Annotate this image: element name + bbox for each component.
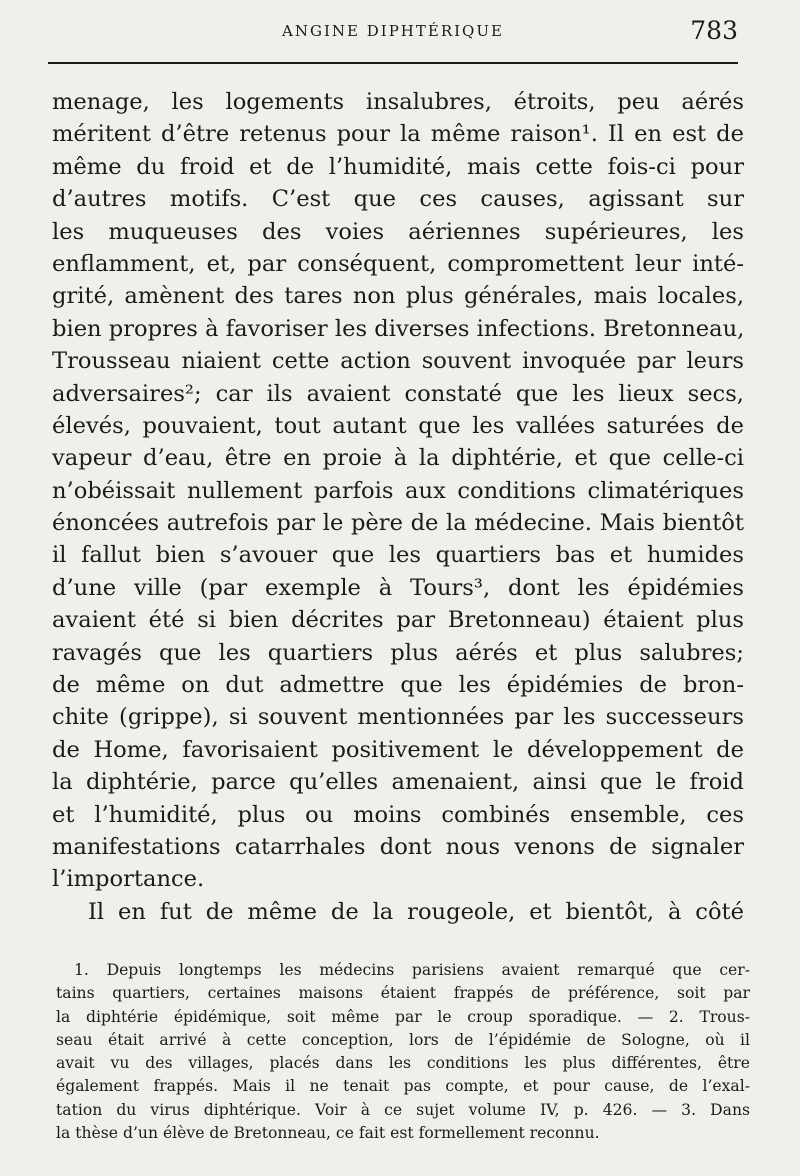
body-line: vapeur d’eau, être en proie à la diphtérie, et que celle-ci bbox=[52, 445, 744, 472]
body-line: adversaires²; car ils avaient constaté que les lieux secs, bbox=[52, 380, 744, 407]
body-line: élevés, pouvaient, tout autant que les vallées saturées de bbox=[52, 412, 744, 439]
body-line: l’importance. bbox=[52, 866, 205, 893]
body-line: bien propres à favoriser les diverses infections. Bretonneau, bbox=[52, 315, 745, 342]
body-line: n’obéissait nullement parfois aux conditions climatériques bbox=[52, 477, 744, 504]
body-text bbox=[52, 86, 744, 928]
body-line: Il en fut de même de la rougeole, et bientôt, à côté bbox=[88, 898, 744, 925]
footnote-line: également frappés. Mais il ne tenait pas compte, et pour cause, de l’exal- bbox=[56, 1077, 750, 1096]
body-line: d’une ville (par exemple à Tours³, dont les épidémies bbox=[52, 574, 744, 601]
footnote-line: la diphtérie épidémique, soit même par le croup sporadique. — 2. Trous- bbox=[56, 1007, 750, 1026]
body-line: énoncées autrefois par le père de la médecine. Mais bientôt bbox=[52, 510, 744, 537]
body-line: d’autres motifs. C’est que ces causes, agissant sur bbox=[52, 186, 744, 213]
body-line: les muqueuses des voies aériennes supérieures, les bbox=[52, 218, 744, 245]
body-line: de Home, favorisaient positivement le développement de bbox=[52, 736, 744, 763]
footnote-line: la thèse d’un élève de Bretonneau, ce fait est formellement reconnu. bbox=[56, 1124, 600, 1143]
running-title: ANGINE DIPHTÉRIQUE bbox=[282, 22, 504, 40]
body-line: menage, les logements insalubres, étroits, peu aérés bbox=[52, 89, 744, 115]
footnote-line: tains quartiers, certaines maisons étaient frappés de préférence, soit par bbox=[56, 984, 750, 1003]
footnote-line: tation du virus diphtérique. Voir à ce sujet volume IV, p. 426. — 3. Dans bbox=[56, 1100, 750, 1119]
body-line: même du froid et de l’humidité, mais cette fois-ci pour bbox=[52, 153, 744, 180]
footnotes bbox=[56, 959, 750, 1145]
body-line: grité, amènent des tares non plus générales, mais locales, bbox=[52, 283, 744, 310]
body-line: Trousseau niaient cette action souvent invoquée par leurs bbox=[52, 348, 744, 375]
header-rule bbox=[48, 62, 738, 64]
body-line: enflamment, et, par conséquent, compromettent leur inté- bbox=[52, 250, 744, 277]
body-line: il fallut bien s’avouer que les quartiers bas et humides bbox=[52, 542, 744, 569]
body-line: et l’humidité, plus ou moins combinés ensemble, ces bbox=[52, 801, 744, 828]
page-number: 783 bbox=[690, 16, 738, 45]
body-line: chite (grippe), si souvent mentionnées par les successeurs bbox=[52, 704, 744, 731]
running-head bbox=[48, 14, 738, 54]
footnote-line: seau était arrivé à cette conception, lors de l’épidémie de Sologne, où il bbox=[56, 1030, 750, 1049]
body-line: ravagés que les quartiers plus aérés et plus salubres; bbox=[52, 639, 744, 666]
footnote-line: 1. Depuis longtemps les médecins parisiens avaient remarqué que cer- bbox=[74, 961, 750, 979]
body-line: avaient été si bien décrites par Bretonneau) étaient plus bbox=[52, 607, 744, 634]
body-line: méritent d’être retenus pour la même raison¹. Il en est de bbox=[52, 121, 744, 148]
body-line: manifestations catarrhales dont nous venons de signaler bbox=[52, 833, 744, 860]
footnote-line: avait vu des villages, placés dans les conditions les plus différentes, être bbox=[56, 1054, 750, 1073]
body-line: de même on dut admettre que les épidémies de bron- bbox=[52, 672, 744, 699]
body-line: la diphtérie, parce qu’elles amenaient, ainsi que le froid bbox=[52, 769, 744, 796]
